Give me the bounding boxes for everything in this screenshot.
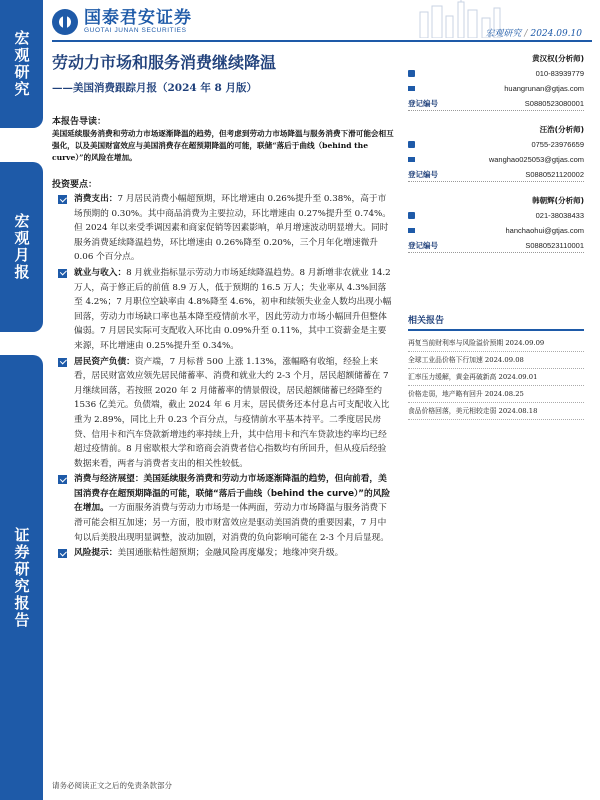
mail-icon: [408, 157, 415, 162]
related-item[interactable]: 价格走弱，地产略有回升 2024.08.25: [408, 386, 584, 403]
report-title: 劳动力市场和服务消费继续降温: [52, 53, 277, 72]
point-text: 资产端，7 月标普 500 上涨 1.13%，涨幅略有收缩，经验上来看，居民财富效应领先居民储蓄率、消费和就业大约 2-3 个月，居民超额储蓄在 7 月继续回落，若按照 2020 年 2 月储蓄率的情景假设，居民超额储蓄已经降至约 1536 亿美元。负债端，截止 2024 年 6 月末，居民债务还本付息占可支配收入比重为 2.89%，同比上升 0.23 个百分点，与疫情前水平基本持平。二季度居民房贷、信用卡和汽车贷款新增违约率持续上升，其中信用卡和汽车贷款违约率均已经超过疫情前。8 月密歇根大学和谘商会消费者信心指数均有所回升，但从疫后经验数据来看，两者与消费者支出的相关性较低。: [74, 356, 390, 469]
point-text: 8 月就业指标显示劳动力市场延续降温趋势。8 月新增非农就业 14.2 万人，高于修正后的前值 8.9 万人，低于预期的 16.5 万人；失业率从 4.3%回落至 4.2%；7 月职位空缺率由 4.8%降至 4.6%，初申和续领失业金人数均出现小幅回落，劳动力市场缺口率也基本降至疫情前水平，因此劳动力市场小幅回升但整体偏弱。7 月居民实际可支配收入环比由 0.09%升至 0.11%，其中工资薪金是主要来源，环比增速由 0.25%提升至 0.34%。: [74, 267, 392, 351]
point-head: 消费支出：: [74, 194, 118, 204]
point-head: 就业与收入：: [74, 267, 127, 278]
analyst-phone: 010-83939779: [535, 69, 584, 78]
point-head: 居民资产负债：: [74, 356, 135, 367]
guide-label: 本报告导读：: [52, 117, 107, 127]
related-item[interactable]: 食品价格回落，美元相较走弱 2024.08.18: [408, 403, 584, 420]
logo-name-en: GUOTAI JUNAN SECURITIES: [84, 27, 187, 34]
related-item[interactable]: 再复当前财利率与风险溢价预期 2024.09.09: [408, 335, 584, 352]
analyst-name: 汪浩(分析师): [539, 125, 584, 134]
header-date: 2024.09.10: [530, 29, 582, 39]
related-list: [408, 335, 584, 420]
point-head: 风险提示：: [74, 548, 118, 559]
analyst-phone: 0755-23976659: [531, 140, 584, 149]
header-rule: [52, 40, 592, 42]
analyst-email[interactable]: hanchaohui@gtjas.com: [505, 226, 584, 235]
point-text: 美国通胀粘性超预期；金融风险再度爆发；地缘冲突升级。: [117, 548, 344, 559]
report-subtitle: ——美国消费跟踪月报（2024 年 8 月版）: [52, 82, 257, 94]
analyst-name: 韩朝辉(分析师): [532, 196, 584, 205]
check-bullet-icon: [58, 269, 67, 278]
guide-text: 美国延续服务消费和劳动力市场逐渐降温的趋势，但考虑到劳动力市场降温与服务消费下滑可能会相互强化，以及美国财富效应与美国消费存在超预期降温的可能，联储“落后于曲线（behind the curve）”的风险在增加。: [52, 129, 394, 162]
related-item[interactable]: 汇率压力缓解，黄金再破新高 2024.09.01: [408, 369, 584, 386]
related-item[interactable]: 全球工业品价格下行加速 2024.09.08: [408, 352, 584, 369]
analyst-email[interactable]: wanghao025053@gtjas.com: [488, 155, 584, 164]
side-label-monthly: 宏观月报: [0, 162, 43, 332]
points-label: 投资要点：: [52, 180, 98, 190]
analyst-card: [408, 123, 584, 182]
logo-icon: [52, 9, 78, 35]
point-text-bold: 美国延续服务消费和劳动力市场逐渐降温的趋势，但向前看，美国消费存在超预期降温的可能，联储“落后于曲线（behind the curve）”的风险在增加。: [74, 474, 391, 514]
header-category: 宏观研究: [485, 29, 522, 39]
point-outlook: [58, 472, 394, 545]
reg-number: S0880523110001: [525, 241, 584, 250]
logo-name-cn: 国泰君安证券: [84, 8, 192, 28]
point-text: 7 月居民消费小幅超预期，环比增速由 0.26%提升至 0.38%，高于市场预期的 0.30%。其中商品消费为主要拉动，环比增速由 0.27%提升至 0.74%。但 2024 年以来受季调因素和商家促销等因素影响，单月增速波动明显增大。同时服务消费延续降温趋势，环比增速由 0.26%降至 0.20%，三个月年化增速微升 0.06 个百分点。: [74, 194, 391, 263]
phone-icon: [408, 141, 415, 148]
check-bullet-icon: [58, 475, 67, 484]
point-balance-sheet: [58, 355, 394, 472]
investment-points: [58, 192, 394, 562]
reg-label: 登记编号: [408, 99, 438, 108]
header-meta: 宏观研究 / 2024.09.10: [485, 29, 582, 39]
analyst-phone: 021-38038433: [535, 211, 584, 220]
point-head: 消费与经济展望：: [74, 474, 144, 485]
disclaimer-footer: 请务必阅读正文之后的免责条款部分: [52, 781, 172, 790]
analyst-email[interactable]: huangrunan@gtjas.com: [504, 84, 584, 93]
side-label-research: 宏观研究: [0, 0, 43, 128]
point-text: 一方面服务消费与劳动力市场是一体两面，劳动力市场降温与服务消费下滑可能会相互加速；另一方面，股市财富效应是驱动美国消费的重要因素，7 月中旬以后美股出现明显调整，波动加剧，对消费的负向影响可能在 2-3 个月后显现。: [74, 503, 389, 543]
reg-label: 登记编号: [408, 241, 438, 250]
related-title: 相关报告: [408, 313, 584, 331]
company-logo: [52, 5, 192, 39]
analyst-card: [408, 52, 584, 111]
check-bullet-icon: [58, 549, 67, 558]
mail-icon: [408, 86, 415, 91]
analyst-panel: [408, 52, 584, 265]
analyst-name: 黄汉权(分析师): [532, 54, 584, 63]
point-employment: [58, 266, 394, 354]
side-label-report: 证券研究报告: [0, 355, 43, 800]
point-risk: [58, 546, 394, 561]
analyst-card: [408, 194, 584, 253]
phone-icon: [408, 212, 415, 219]
related-reports: [408, 313, 584, 420]
phone-icon: [408, 70, 415, 77]
reg-number: S0880521120002: [525, 170, 584, 179]
point-consumption: [58, 192, 394, 265]
side-strip: [0, 0, 43, 800]
reg-label: 登记编号: [408, 170, 438, 179]
check-bullet-icon: [58, 195, 67, 204]
check-bullet-icon: [58, 358, 67, 367]
mail-icon: [408, 228, 415, 233]
reg-number: S0880523080001: [524, 99, 584, 108]
